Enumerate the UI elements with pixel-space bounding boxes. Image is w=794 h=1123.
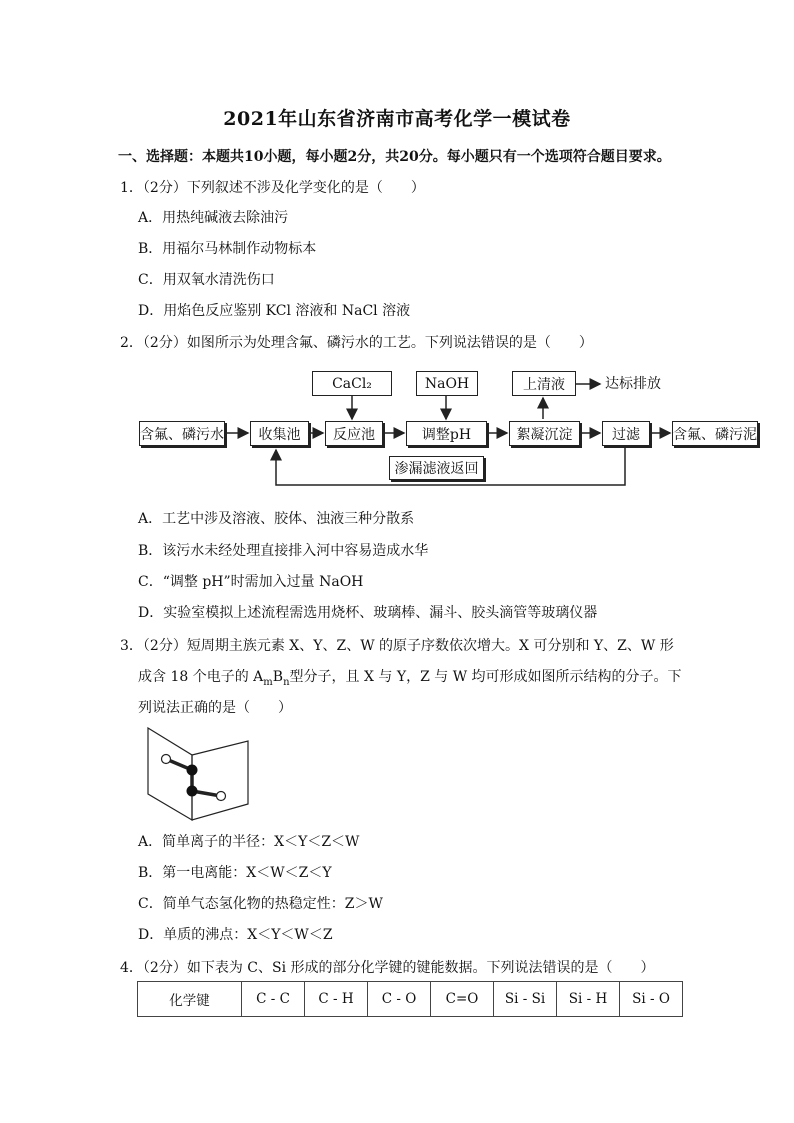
- stem-text: 型分子，且 X 与 Y，Z 与 W 均可形成如图所示结构的分子。下: [289, 669, 682, 685]
- atom-small-2: [217, 792, 226, 801]
- stem-text: B: [272, 669, 284, 685]
- atom-large-1: [187, 765, 198, 776]
- subscript-n: n: [283, 676, 290, 688]
- box-cacl2: CaCl₂: [312, 371, 392, 396]
- question-1-option-c: C．用双氧水清洗伤口: [138, 272, 275, 288]
- question-3-stem-line1: 3．（2分）短周期主族元素 X、Y、Z、W 的原子序数依次增大。X 可分别和 Y、Z、W 形: [120, 638, 674, 654]
- table-header-cell: C - O: [368, 982, 431, 1017]
- question-4-stem: 4．（2分）如下表为 C、Si 形成的部分化学键的键能数据。下列说法错误的是（ ）: [120, 960, 655, 976]
- stem-text: 成含 18 个电子的 A: [138, 669, 264, 685]
- question-2-option-c: C．“调整 pH”时需加入过量 NaOH: [138, 574, 364, 590]
- atom-small-1: [162, 755, 171, 764]
- table-header-cell: Si - Si: [494, 982, 557, 1017]
- table-header-cell: C - C: [242, 982, 305, 1017]
- box-return: 渗漏滤液返回: [389, 456, 484, 480]
- box-react: 反应池: [325, 421, 383, 446]
- question-3-option-d: D．单质的沸点：X＜Y＜W＜Z: [138, 927, 333, 943]
- question-3-option-b: B．第一电离能：X＜W＜Z＜Y: [138, 865, 332, 881]
- question-3-stem-line3: 列说法正确的是（ ）: [138, 700, 292, 716]
- box-sludge: 含氟、磷污泥: [672, 421, 758, 446]
- box-adjust: 调整pH: [406, 421, 487, 446]
- question-2-option-a: A．工艺中涉及溶液、胶体、浊液三种分散系: [138, 511, 415, 527]
- box-filter: 过滤: [602, 421, 650, 446]
- question-3-option-a: A．简单离子的半径：X＜Y＜Z＜W: [138, 834, 360, 850]
- table-header-cell: C=O: [431, 982, 494, 1017]
- question-1-option-a: A．用热纯碱液去除油污: [138, 210, 289, 226]
- table-header-cell: C - H: [305, 982, 368, 1017]
- label-discharge: 达标排放: [605, 376, 661, 392]
- question-1-option-d: D．用焰色反应鉴别 KCl 溶液和 NaCl 溶液: [138, 303, 411, 319]
- table-header-cell: 化学键: [138, 982, 242, 1017]
- page-title: 2021年山东省济南市高考化学一模试卷: [223, 108, 571, 130]
- box-collect: 收集池: [250, 421, 309, 446]
- atom-large-2: [187, 786, 198, 797]
- question-3-option-c: C．简单气态氢化物的热稳定性：Z＞W: [138, 896, 383, 912]
- box-inflow: 含氟、磷污水: [139, 421, 225, 446]
- plane-right: [192, 741, 248, 820]
- bond-energy-table: [137, 981, 683, 1017]
- section-heading: 一、选择题：本题共10小题，每小题2分，共20分。每小题只有一个选项符合题目要求。: [118, 149, 671, 165]
- box-naoh: NaOH: [416, 371, 478, 396]
- question-2-option-d: D．实验室模拟上述流程需选用烧杯、玻璃棒、漏斗、胶头滴管等玻璃仪器: [138, 605, 598, 621]
- question-1-stem: 1．（2分）下列叙述不涉及化学变化的是（ ）: [120, 180, 425, 196]
- box-supernatant: 上清液: [512, 371, 576, 396]
- question-1-option-b: B．用福尔马林制作动物标本: [138, 241, 317, 257]
- question-2-option-b: B．该污水未经处理直接排入河中容易造成水华: [138, 543, 429, 559]
- table-row: [138, 982, 683, 1017]
- molecule-structure-figure: [146, 724, 250, 822]
- question-2-stem: 2．（2分）如图所示为处理含氟、磷污水的工艺。下列说法错误的是（ ）: [120, 335, 593, 351]
- plane-left: [148, 728, 192, 820]
- table-header-cell: Si - O: [620, 982, 683, 1017]
- subscript-m: m: [263, 676, 273, 688]
- box-floc: 絮凝沉淀: [509, 421, 580, 446]
- question-3-stem-line2: [138, 666, 682, 688]
- table-header-cell: Si - H: [557, 982, 620, 1017]
